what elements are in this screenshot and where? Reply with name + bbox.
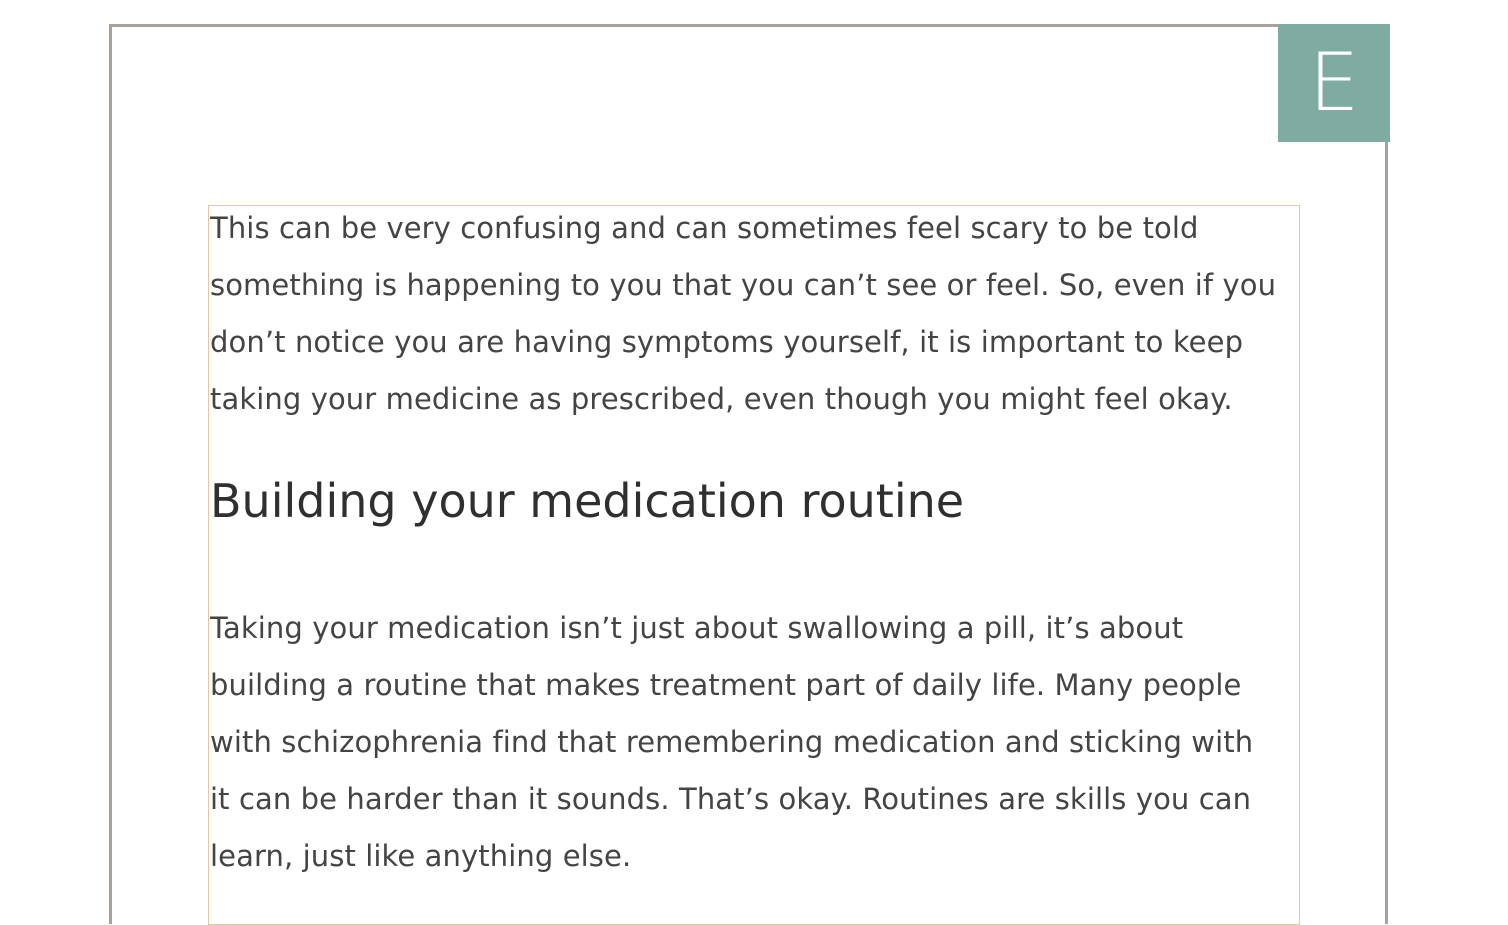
content-block [208, 205, 1300, 925]
text-line: Taking your medication isn’t just about swallowing a pill, it’s about [210, 611, 1184, 645]
text-line: something is happening to you that you can’t see or feel. So, even if you [210, 268, 1277, 302]
text-line: learn, just like anything else. [210, 839, 632, 873]
section-letter-badge [1278, 24, 1390, 142]
text-line: taking your medicine as prescribed, even though you might feel okay. [210, 382, 1233, 416]
badge-letter: E [1308, 36, 1360, 129]
text-line: building a routine that makes treatment part of daily life. Many people [210, 668, 1242, 702]
text-line: don’t notice you are having symptoms yourself, it is important to keep [210, 325, 1244, 359]
section-paragraph [210, 600, 1253, 885]
text-line: it can be harder than it sounds. That’s okay. Routines are skills you can [210, 782, 1252, 816]
text-line: This can be very confusing and can sometimes feel scary to be told [210, 211, 1199, 245]
intro-paragraph [210, 200, 1276, 428]
section-heading: Building your medication routine [210, 474, 965, 528]
text-line: with schizophrenia find that remembering medication and sticking with [210, 725, 1254, 759]
